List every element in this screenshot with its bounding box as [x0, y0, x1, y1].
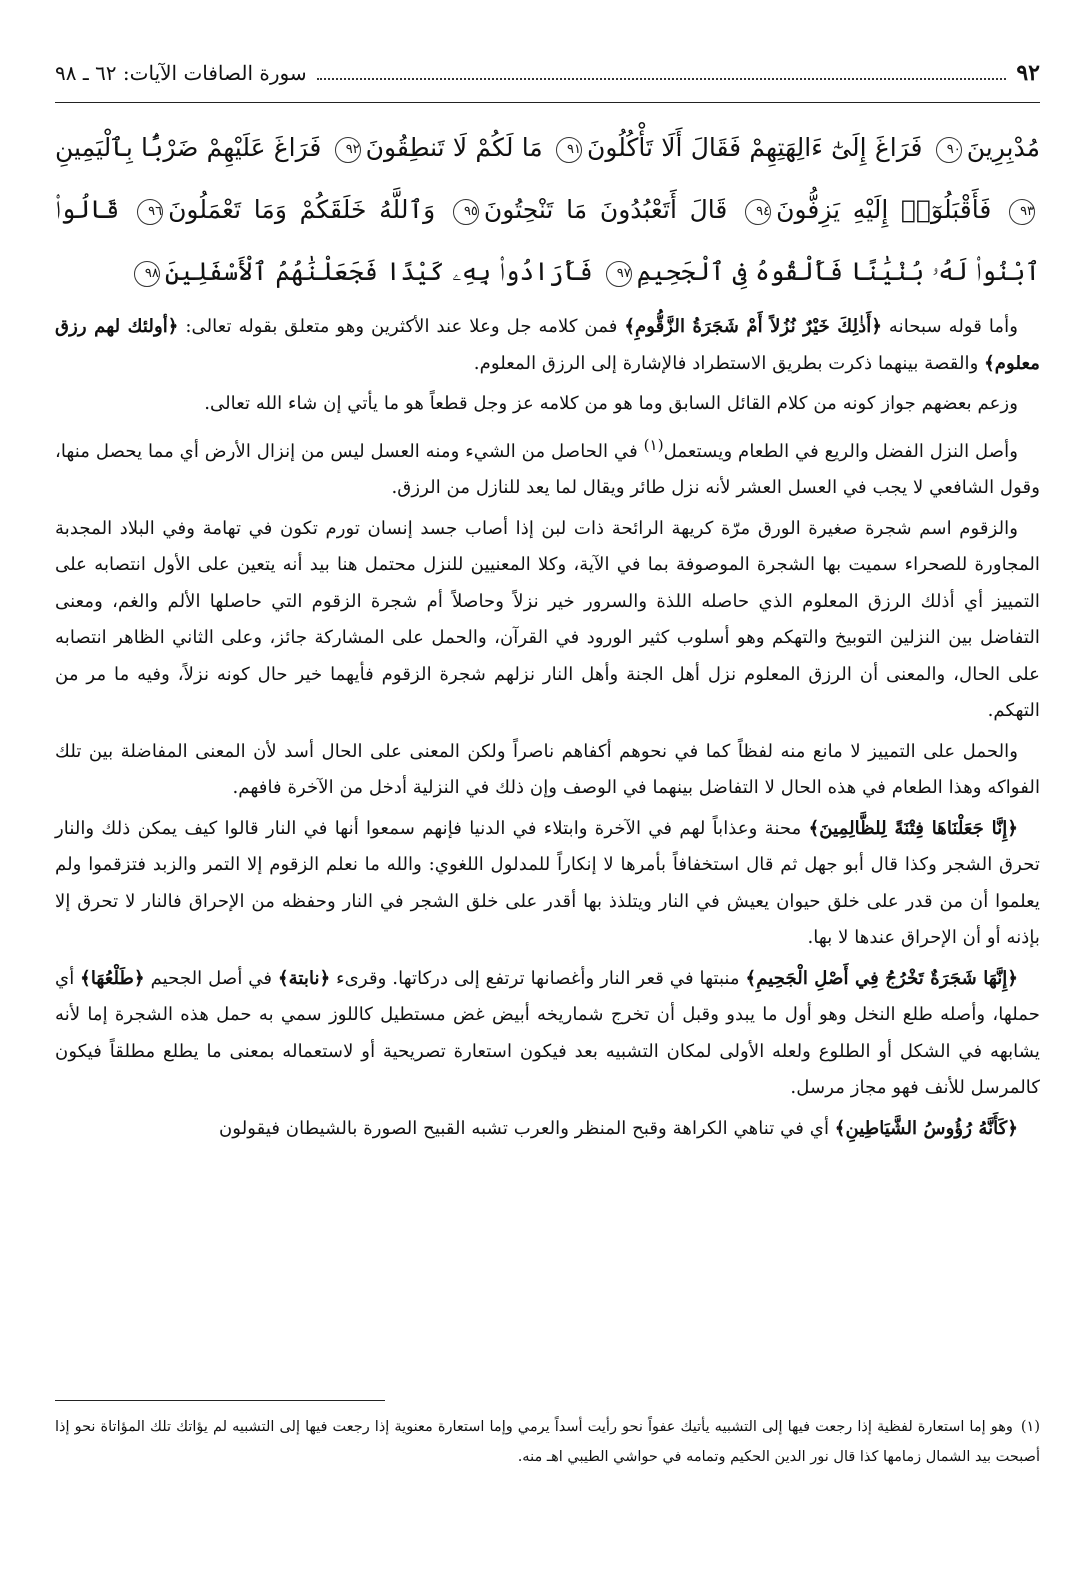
ayah-number-marker: ٩٣	[1009, 199, 1035, 225]
quran-quote: ﴿إِنَّهَا شَجَرَةٌ تَخْرُجُ فِي أَصْلِ الْجَحِيمِ﴾	[745, 967, 1018, 989]
quran-quote: ﴿كَأَنَّهُ رُؤُوسُ الشَّيَاطِينِ﴾	[834, 1117, 1018, 1139]
header-rule	[55, 102, 1040, 103]
text-run: منبتها في قعر النار وأغصانها ترتفع إلى دركاتها. وقرىء	[330, 967, 746, 989]
footnotes	[55, 1412, 1040, 1472]
ayah-text: فَرَاغَ عَلَيْهِمْ ضَرْبًۢا بِٱلْيَمِينِ	[55, 133, 322, 162]
ayah-number-marker: ٩٥	[453, 199, 479, 225]
paragraph	[55, 811, 1040, 957]
footnote-rule	[55, 1400, 385, 1401]
ayah-number-marker: ٩١	[556, 137, 582, 163]
quran-quote: ﴿أولئك لهم رزق معلوم﴾	[55, 316, 1040, 374]
paragraph	[55, 309, 1040, 382]
ayah-number-marker: ٩٢	[335, 137, 361, 163]
text-run: أي حملها، وأصله طلع النخل وهو أول ما يبدو وقبل أن تخرج شماريخه أبيض غض مستطيل كاللوز سمي به حمل هذه الشجرة إما لأنه يشابهه في الشكل أو الطلوع ولعله الأولى لمكان التشبيه بعد فيكون استعارة تصريحية أو لاستعماله بمعنى ما يطلع مطلقاً فيكون كالمرسل للأنف فهو مجاز مرسل.	[55, 967, 1040, 1099]
text-run: والقصة بينهما ذكرت بطريق الاستطراد فالإشارة إلى الرزق المعلوم.	[473, 352, 985, 374]
paragraph: والزقوم اسم شجرة صغيرة الورق مرّة كريهة الرائحة ذات لبن إذا أصاب جسد إنسان تورم تكون في تهامة وفي البلاد المجدبة المجاورة للصحراء سميت بها الشجرة الموصوفة بما في الآية، وكلا المعنيين للنزل محتمل هنا بيد أنه يتعين على الأول انتصابه على التمييز أي أذلك الرزق المعلوم الذي حاصله اللذة والسرور خير نزلاً وحاصلاً أم شجرة الزقوم التي حاصلها الألم والغم، ومعنى التفاضل بين النزلين التوبيخ والتهكم وهو أسلوب كثير الورود في القرآن، والحمل على المشاركة جائز، وعلى الثاني الظاهر انتصابه على الحال، والمعنى أن الرزق المعلوم نزل أهل الجنة وأهل النار نزلهم شجرة الزقوم فأيهما خير حال كونه نزلاً، وفيه ما مر من التهكم.	[55, 517, 1040, 722]
footnote-text: وهو إما استعارة لفظية إذا رجعت فيها إلى التشبيه يأتيك عفواً نحو رأيت أسداً يرمي وإما استعارة معنوية إذا رجعت فيها إلى التشبيه لم يؤاتك تلك المؤاتاة نحو إذا أصبحت بيد الشمال زمامها كذا قال نور الدين الحكيم وتمامه في حواشي الطيبي اهـ منه.	[55, 1419, 1040, 1465]
header-title: سورة الصافات الآيات: ٦٢ ـ ٩٨	[55, 61, 307, 85]
paragraph: وزعم بعضهم جواز كونه من كلام القائل السابق وما هو من كلامه عز وجل قطعاً هو ما يأتي إن شاء الله تعالى.	[204, 393, 1018, 414]
quran-quote: ﴿نابتة﴾	[278, 967, 331, 989]
ayah-number-marker: ٩٠	[936, 137, 962, 163]
ayah-text: فَأَقْبَلُوٓا۟ إِلَيْهِ يَزِفُّونَ	[776, 195, 992, 224]
running-header	[55, 60, 1040, 100]
page	[55, 60, 1040, 1151]
ayah-text: قَالَ أَتَعْبُدُونَ مَا تَنْحِتُونَ	[483, 195, 728, 224]
quran-quote: ﴿أَذٰلِكَ خَيْرٌ نُزُلاً أَمْ شَجَرَةُ الزَّقُّومِ﴾	[624, 316, 882, 337]
ayah-number-marker: ٩٦	[137, 199, 163, 225]
header-leader-dots	[317, 78, 1007, 80]
text-run: وأما قوله سبحانه	[881, 316, 1018, 337]
ayah-number-marker: ٩٨	[134, 261, 160, 287]
text-run: في أصل الجحيم	[144, 967, 279, 989]
ayah-text: وَٱللَّهُ خَلَقَكُمْ وَمَا تَعْمَلُونَ	[168, 195, 436, 224]
ayah-text: فَرَاغَ إِلَىٰٓ ءَالِهَتِهِمْ فَقَالَ أَلَا تَأْكُلُونَ	[586, 133, 923, 162]
footnote-reference: (١)	[643, 435, 664, 454]
paragraph: والحمل على التمييز لا مانع منه لفظاً كما في نحوهم أكفاهم ناصراً ولكن المعنى على الحال أسد لأن المعنى المفاضلة بين تلك الفواكه وهذا الطعام في هذه الحال لا التفاضل بينهما في الوصف وإن ذلك في النزلية أدخل من الآخرة فافهم.	[55, 740, 1040, 799]
text-run: محنة وعذاباً لهم في الآخرة وابتلاء في الدنيا فإنهم سمعوا أنها في النار قالوا كيف يمكن ذلك والنار تحرق الشجر وكذا قال أبو جهل ثم قال استخفافاً بأمرها لا إنكاراً للمدلول اللغوي: والله ما نعلم الزقوم إلا التمر والزبد فتزقموا ولم يعلموا أن من قدر على خلق حيوان يعيش في النار ويتلذذ بها أقدر على خلق الشجر في النار وحفظه من الإحراق فالنار لا تحرق إلا بإذنه أو أن الإحراق عندها لا بها.	[55, 817, 1040, 949]
text-run: وأصل النزل الفضل والريع في الطعام ويستعمل	[663, 440, 1018, 462]
ayah-number-marker: ٩٤	[745, 199, 771, 225]
quran-quote: ﴿إِنَّا جَعَلْنَاهَا فِتْنَةً لِلظَّالِمِينَ﴾	[808, 817, 1018, 839]
text-run: فمن كلامه جل وعلا عند الأكثرين وهو متعلق بقوله تعالى:	[178, 316, 625, 337]
ayah-text: مُدْبِرِينَ	[966, 133, 1040, 162]
text-run: أي في تناهي الكراهة وقبح المنظر والعرب تشبه القبيح الصورة بالشيطان فيقولون	[218, 1117, 835, 1139]
quran-verses	[55, 117, 1040, 303]
page-number: ٩٢	[1016, 60, 1040, 86]
paragraph	[55, 427, 1040, 507]
ayah-text: مَا لَكُمْ لَا تَنطِقُونَ	[365, 133, 543, 162]
ayah-text: فَأَرَادُوا۟ بِهِۦ كَيْدًا فَجَعَلْنَٰهُمُ ٱلْأَسْفَلِينَ	[164, 257, 593, 286]
footnote-marker: (١)	[1020, 1419, 1040, 1435]
quran-quote: ﴿طَلْعُهَا﴾	[80, 967, 145, 989]
paragraph	[55, 1111, 1040, 1148]
paragraph	[55, 961, 1040, 1107]
ayah-number-marker: ٩٧	[606, 261, 632, 287]
ayah-text: قَالُوا۟ ٱبْنُوا۟ لَهُۥ بُنْيَٰنًا فَأَلْقُوهُ فِى ٱلْجَحِيمِ	[55, 195, 1040, 286]
text-run: في الحاصل من الشيء ومنه العسل ليس من إنزال الأرض أي مما يحصل منها، وقول الشافعي لا يجب في العسل العشر لأنه نزل طائر ويقال لما يعد للنازل من الرزق.	[55, 440, 1040, 499]
